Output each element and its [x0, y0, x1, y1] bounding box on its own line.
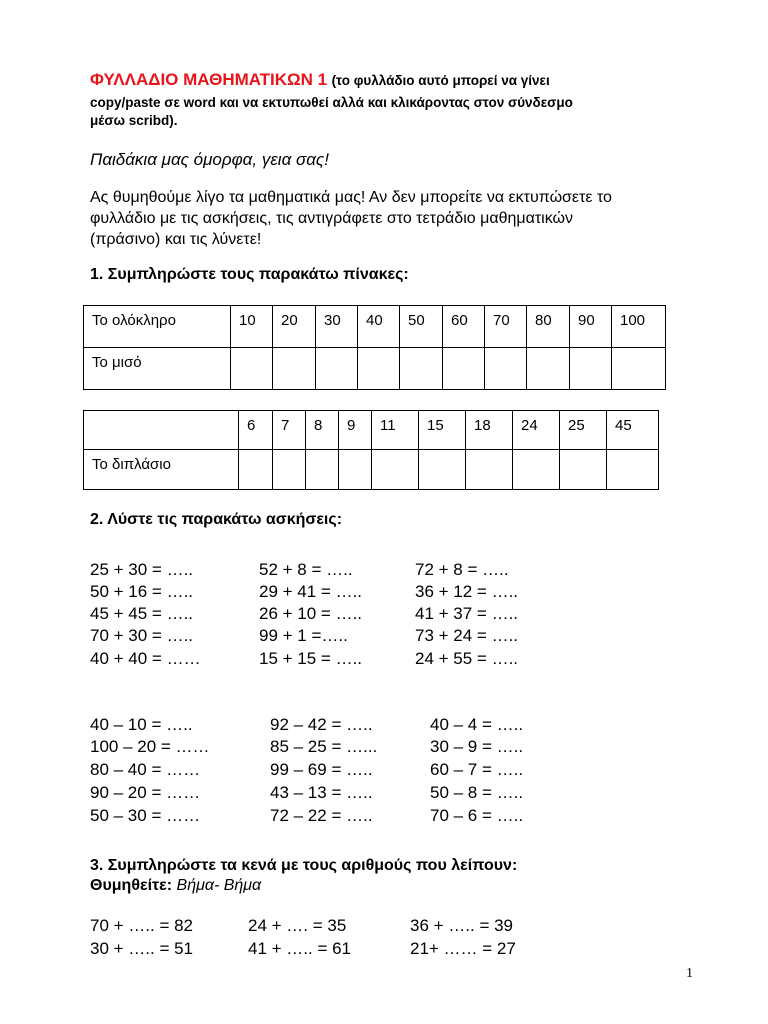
half-table-cell: 90 — [570, 306, 612, 348]
half-table — [83, 305, 666, 390]
half-table-cell: 40 — [358, 306, 400, 348]
double-table-cell: 45 — [607, 411, 659, 450]
intro-line-1: Ας θυμηθούμε λίγο τα μαθηματικά μας! Αν δεν μπορείτε να εκτυπώσετε το — [90, 189, 612, 206]
double-table-cell: 6 — [239, 411, 273, 450]
exercise: 92 – 42 = ….. — [270, 715, 373, 734]
double-table-cell: 15 — [419, 411, 466, 450]
exercise: 50 – 8 = ….. — [430, 783, 524, 802]
double-table-answer-cell[interactable] — [607, 450, 659, 490]
half-table-cell: 60 — [443, 306, 485, 348]
exercise: 15 + 15 = ….. — [259, 649, 363, 668]
exercise: 70 + ….. = 82 — [90, 916, 194, 935]
double-table-answer-cell[interactable] — [513, 450, 560, 490]
exercise: 24 + …. = 35 — [248, 916, 347, 935]
half-table-answer-cell[interactable] — [612, 348, 666, 390]
exercise: 43 – 13 = ….. — [270, 783, 373, 802]
half-table-cell: 20 — [273, 306, 316, 348]
double-table-answer-cell[interactable] — [560, 450, 607, 490]
page-number: 1 — [686, 966, 693, 981]
half-table-cell: 100 — [612, 306, 666, 348]
double-table — [83, 410, 659, 490]
title-main: ΦΥΛΛΑΔΙΟ ΜΑΘΗΜΑΤΙΚΩΝ 1 — [90, 70, 328, 89]
exercise: 85 – 25 = …... — [270, 737, 378, 756]
double-table-answer-cell[interactable] — [306, 450, 339, 490]
exercise: 80 – 40 = …… — [90, 760, 201, 779]
exercise: 70 – 6 = ….. — [430, 806, 524, 825]
exercise: 72 + 8 = ….. — [415, 560, 509, 579]
exercise: 45 + 45 = ….. — [90, 604, 194, 623]
double-table-cell: 25 — [560, 411, 607, 450]
double-table-answer-cell[interactable] — [239, 450, 273, 490]
exercise: 40 – 4 = ….. — [430, 715, 524, 734]
half-table-answer-cell[interactable] — [527, 348, 570, 390]
exercise: 25 + 30 = ….. — [90, 560, 194, 579]
exercise: 24 + 55 = ….. — [415, 649, 519, 668]
exercise: 60 – 7 = ….. — [430, 760, 524, 779]
exercise: 41 + ….. = 61 — [248, 939, 352, 958]
half-table-answer-cell[interactable] — [273, 348, 316, 390]
title-note-line3: μέσω scribd). — [90, 113, 178, 128]
double-table-empty-header — [84, 411, 239, 450]
exercise: 29 + 41 = ….. — [259, 582, 363, 601]
intro-line-2: φυλλάδιο με τις ασκήσεις, τις αντιγράφετε στο τετράδιο μαθηματικών — [90, 210, 574, 227]
half-table-answer-cell[interactable] — [231, 348, 273, 390]
exercise: 50 + 16 = ….. — [90, 582, 194, 601]
exercise: 40 – 10 = ….. — [90, 715, 193, 734]
exercise: 21+ …… = 27 — [410, 939, 516, 958]
double-table-answer-cell[interactable] — [466, 450, 513, 490]
half-table-cell: 70 — [485, 306, 527, 348]
exercise: 52 + 8 = ….. — [259, 560, 353, 579]
title-note-start: (το φυλλάδιο αυτό μπορεί να γίνει — [331, 73, 550, 88]
exercise: 73 + 24 = ….. — [415, 626, 519, 645]
double-table-cell: 9 — [339, 411, 372, 450]
half-table-cell: 80 — [527, 306, 570, 348]
document-title — [90, 70, 550, 91]
intro-line-3: (πράσινο) και τις λύνετε! — [90, 231, 262, 248]
exercise: 30 + ….. = 51 — [90, 939, 194, 958]
half-table-answer-cell[interactable] — [358, 348, 400, 390]
double-table-answer-cell[interactable] — [372, 450, 419, 490]
greeting: Παιδάκια μας όμορφα, γεια σας! — [90, 150, 329, 169]
double-table-answer-cell[interactable] — [339, 450, 372, 490]
double-table-cell: 8 — [306, 411, 339, 450]
exercise: 26 + 10 = ….. — [259, 604, 363, 623]
exercise: 36 + 12 = ….. — [415, 582, 519, 601]
double-table-answer-cell[interactable] — [273, 450, 306, 490]
double-table-cell: 11 — [372, 411, 419, 450]
exercise: 99 – 69 = ….. — [270, 760, 373, 779]
double-table-label-double: Το διπλάσιο — [84, 450, 239, 490]
reminder-value: Βήμα- Βήμα — [176, 877, 262, 894]
half-table-answer-cell[interactable] — [400, 348, 443, 390]
exercise: 100 – 20 = …… — [90, 737, 210, 756]
half-table-answer-cell[interactable] — [570, 348, 612, 390]
half-table-answer-cell[interactable] — [485, 348, 527, 390]
half-table-label-half: Το μισό — [84, 348, 231, 390]
reminder-label: Θυμηθείτε: — [90, 877, 177, 894]
half-table-cell: 50 — [400, 306, 443, 348]
exercise: 40 + 40 = …… — [90, 649, 201, 668]
half-table-cell: 10 — [231, 306, 273, 348]
title-note-line2: copy/paste σε word και να εκτυπωθεί αλλά και κλικάροντας στον σύνδεσμο — [90, 95, 573, 110]
exercise: 70 + 30 = ….. — [90, 626, 194, 645]
section2-heading: 2. Λύστε τις παρακάτω ασκήσεις: — [90, 511, 343, 528]
exercise: 41 + 37 = ….. — [415, 604, 519, 623]
double-table-cell: 24 — [513, 411, 560, 450]
double-table-answer-cell[interactable] — [419, 450, 466, 490]
section1-heading: 1. Συμπληρώστε τους παρακάτω πίνακες: — [90, 266, 409, 283]
half-table-cell: 30 — [316, 306, 358, 348]
section3-heading: 3. Συμπληρώστε τα κενά με τους αριθμούς που λείπουν: — [90, 857, 518, 874]
half-table-answer-cell[interactable] — [316, 348, 358, 390]
exercise: 36 + ….. = 39 — [410, 916, 514, 935]
exercise: 90 – 20 = …… — [90, 783, 201, 802]
half-table-answer-cell[interactable] — [443, 348, 485, 390]
exercise: 99 + 1 =….. — [259, 626, 348, 645]
exercise: 50 – 30 = …… — [90, 806, 201, 825]
exercise: 72 – 22 = ….. — [270, 806, 373, 825]
double-table-cell: 7 — [273, 411, 306, 450]
double-table-cell: 18 — [466, 411, 513, 450]
exercise: 30 – 9 = ….. — [430, 737, 524, 756]
section3-reminder — [90, 877, 261, 895]
half-table-label-whole: Το ολόκληρο — [84, 306, 231, 348]
